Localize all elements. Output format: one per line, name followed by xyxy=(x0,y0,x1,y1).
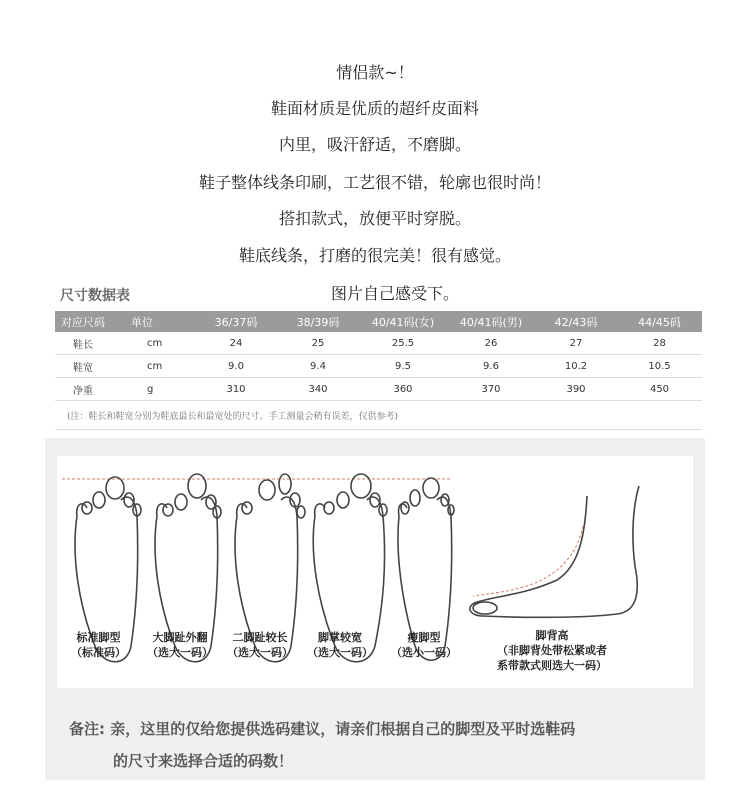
table-cell: 10.2 xyxy=(535,355,617,378)
intro-line: 鞋底线条，打磨的很完美！很有感觉。 xyxy=(238,246,511,265)
table-header-row xyxy=(55,311,702,332)
row-name: 鞋宽 xyxy=(55,355,125,378)
foot-type-name: 二脚趾较长 xyxy=(232,631,288,644)
intro-line: 内里，吸汗舒适，不磨脚。 xyxy=(278,135,471,154)
table-cell: 26 xyxy=(447,332,535,355)
size-table xyxy=(55,311,702,430)
table-cell: 9.4 xyxy=(277,355,359,378)
foot-type-advice: （选大一码） xyxy=(147,646,213,659)
row-unit: g xyxy=(125,378,195,401)
table-cell: 390 xyxy=(535,378,617,401)
row-name: 净重 xyxy=(55,378,125,401)
table-header-cell: 42/43码 xyxy=(535,311,617,332)
table-header-cell: 44/45码 xyxy=(617,311,702,332)
table-cell: 370 xyxy=(447,378,535,401)
foot-type-panel xyxy=(45,438,705,780)
intro-line: 搭扣款式，放便平时穿脱。 xyxy=(278,209,471,228)
remark-line-1: 备注: 亲，这里的仅给您提供选码建议，请亲们根据自己的脚型及平时选鞋码 xyxy=(69,720,576,738)
foot-type-label-standard xyxy=(71,630,126,660)
table-header-cell: 40/41码(男) xyxy=(447,311,535,332)
foot-type-label-slim xyxy=(391,630,457,660)
foot-type-advice: （选大一码） xyxy=(307,646,373,659)
table-cell: 25.5 xyxy=(359,332,447,355)
table-row xyxy=(55,332,702,355)
table-header-cell: 38/39码 xyxy=(277,311,359,332)
product-intro xyxy=(0,0,750,303)
table-cell: 9.6 xyxy=(447,355,535,378)
foot-type-label-wide xyxy=(307,630,373,660)
intro-line: 图片自己感受下。 xyxy=(330,284,459,303)
table-cell: 360 xyxy=(359,378,447,401)
table-cell: 10.5 xyxy=(617,355,702,378)
table-cell: 340 xyxy=(277,378,359,401)
foot-type-advice: （非脚背处带松紧或者 xyxy=(497,644,607,657)
table-cell: 9.5 xyxy=(359,355,447,378)
table-cell: 450 xyxy=(617,378,702,401)
row-name: 鞋长 xyxy=(55,332,125,355)
intro-line: 情侣款~！ xyxy=(336,63,414,82)
size-table-title: 尺寸数据表 xyxy=(60,288,130,304)
foot-type-label-high-instep xyxy=(497,628,607,673)
table-cell: 28 xyxy=(617,332,702,355)
instep-dashed-line xyxy=(473,526,583,596)
row-unit: cm xyxy=(125,355,195,378)
intro-line: 鞋面材质是优质的超纤皮面料 xyxy=(270,99,479,118)
table-header-cell: 单位 xyxy=(125,311,195,332)
foot-type-advice: （选小一码） xyxy=(391,646,457,659)
foot-side-view-high-instep-icon xyxy=(470,486,639,617)
foot-type-name: 标准脚型 xyxy=(76,631,121,644)
row-unit: cm xyxy=(125,332,195,355)
table-cell: 25 xyxy=(277,332,359,355)
foot-type-name: 脚掌较宽 xyxy=(318,631,362,644)
table-cell: 9.0 xyxy=(195,355,277,378)
table-cell: 27 xyxy=(535,332,617,355)
remark-line-2: 的尺寸来选择合适的码数！ xyxy=(113,752,294,770)
table-header-cell: 对应尺码 xyxy=(55,311,125,332)
intro-line: 鞋子整体线条印刷，工艺很不错，轮廓也很时尚！ xyxy=(198,173,551,192)
table-cell: 24 xyxy=(195,332,277,355)
table-header-cell: 40/41码(女) xyxy=(359,311,447,332)
foot-illustration-area xyxy=(57,456,693,688)
table-row xyxy=(55,378,702,401)
foot-type-label-bunion xyxy=(147,630,213,660)
table-row xyxy=(55,355,702,378)
foot-type-advice: 系带款式则选大一码） xyxy=(497,659,607,672)
foot-type-name: 脚背高 xyxy=(535,629,569,642)
foot-type-name: 大脚趾外翻 xyxy=(152,631,208,644)
foot-type-advice: （选大一码） xyxy=(227,646,293,659)
table-header-cell: 36/37码 xyxy=(195,311,277,332)
foot-type-label-long-second-toe xyxy=(227,630,293,660)
foot-type-advice: （标准码） xyxy=(71,646,126,659)
foot-type-name: 瘦脚型 xyxy=(407,631,441,644)
size-table-note: (注：鞋长和鞋宽分别为鞋底最长和最宽处的尺寸。手工测量会稍有误差，仅供参考) xyxy=(67,412,399,422)
table-divider xyxy=(55,429,702,430)
table-cell: 310 xyxy=(195,378,277,401)
